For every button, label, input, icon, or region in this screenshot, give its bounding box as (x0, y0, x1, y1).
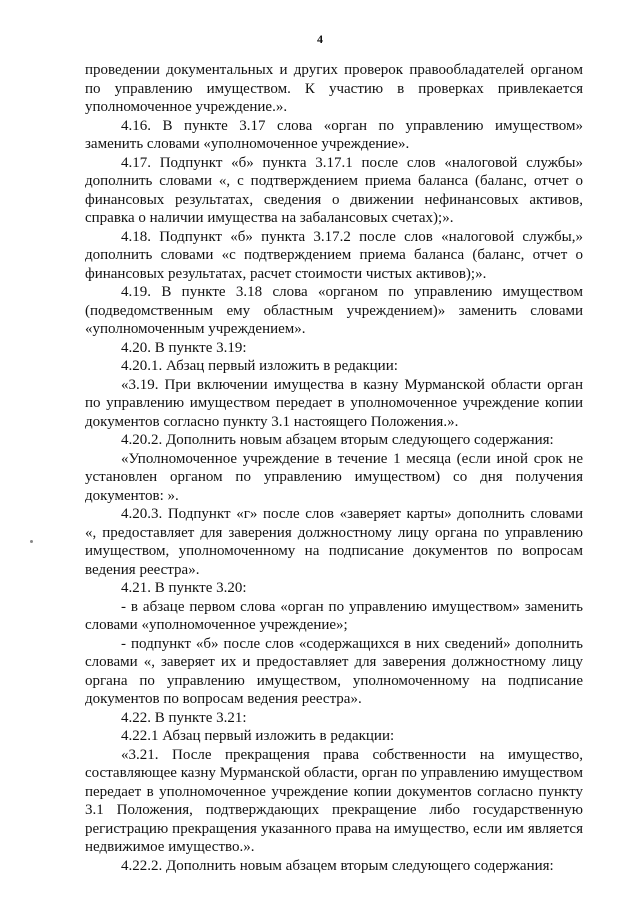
paragraph: - в абзаце первом слова «орган по управлению имуществом» заменить словами «уполномоченное учреждение»; (85, 598, 583, 633)
paragraph: 4.20.3. Подпункт «г» после слов «заверяет карты» дополнить словами «, предоставляет для заверения должностному лицу органа по управлению имуществом, уполномоченному на подписание документов по вопросам ведения реестра». (85, 506, 583, 578)
paragraph: 4.20.2. Дополнить новым абзацем вторым следующего содержания: (121, 432, 554, 448)
paragraph: - подпункт «б» после слов «содержащихся в них сведений» дополнить словами «, заверяет их и предоставляет для заверения должностному лицу органа по управлению имуществом, уполномоченному на подписание документов по вопросам ведения реестра». (85, 635, 583, 707)
paragraph: «3.19. При включении имущества в казну Мурманской области орган по управлению имуществом передает в уполномоченное учреждение копии документов согласно пункту 3.1 настоящего Положения.». (85, 376, 583, 430)
paragraph: «Уполномоченное учреждение в течение 1 месяца (если иной срок не установлен органом по управлению имуществом) со дня получения документов: ». (85, 450, 583, 504)
scan-speck (30, 540, 33, 543)
document-body (85, 61, 583, 875)
paragraph: 4.21. В пункте 3.20: (121, 580, 247, 596)
paragraph: 4.20.1. Абзац первый изложить в редакции: (121, 358, 398, 374)
paragraph: «3.21. После прекращения права собственности на имущество, составляющее казну Мурманской области, орган по управлению имуществом передает в уполномоченное учреждение копии документов согласно пункту 3.1 Положения, подтверждающих прекращение либо государственную регистрацию прекращения указанного права на имущество, если им является недвижимое имущество.». (85, 746, 583, 855)
paragraph: 4.19. В пункте 3.18 слова «органом по управлению имуществом (подведомственным ему областным учреждением)» заменить словами «уполномоченным учреждением». (85, 284, 583, 337)
paragraph: проведении документальных и других проверок правообладателей органом по управлению имуществом. К участию в проверках привлекается уполномоченное учреждение.». (85, 62, 583, 115)
paragraph: 4.22.1 Абзац первый изложить в редакции: (121, 728, 395, 744)
paragraph: 4.22.2. Дополнить новым абзацем вторым следующего содержания: (121, 857, 554, 874)
paragraph: 4.22. В пункте 3.21: (121, 709, 247, 726)
paragraph: 4.20. В пункте 3.19: (121, 339, 247, 356)
paragraph: 4.16. В пункте 3.17 слова «орган по управлению имуществом» заменить словами «уполномоченное учреждение». (85, 117, 583, 152)
page-number: 4 (317, 32, 323, 46)
paragraph: 4.17. Подпункт «б» пункта 3.17.1 после слов «налоговой службы» дополнить словами «, с подтверждением приема баланса (баланс, отчет о финансовых результатах, сведения о движении нефинансовых активов, справка о наличии имущества на забалансовых счетах);». (85, 154, 583, 226)
paragraph: 4.18. Подпункт «б» пункта 3.17.2 после слов «налоговой службы,» дополнить словами «с подтверждением приема баланса (баланс, отчет о финансовых результатах, расчет стоимости чистых активов);». (85, 228, 583, 282)
